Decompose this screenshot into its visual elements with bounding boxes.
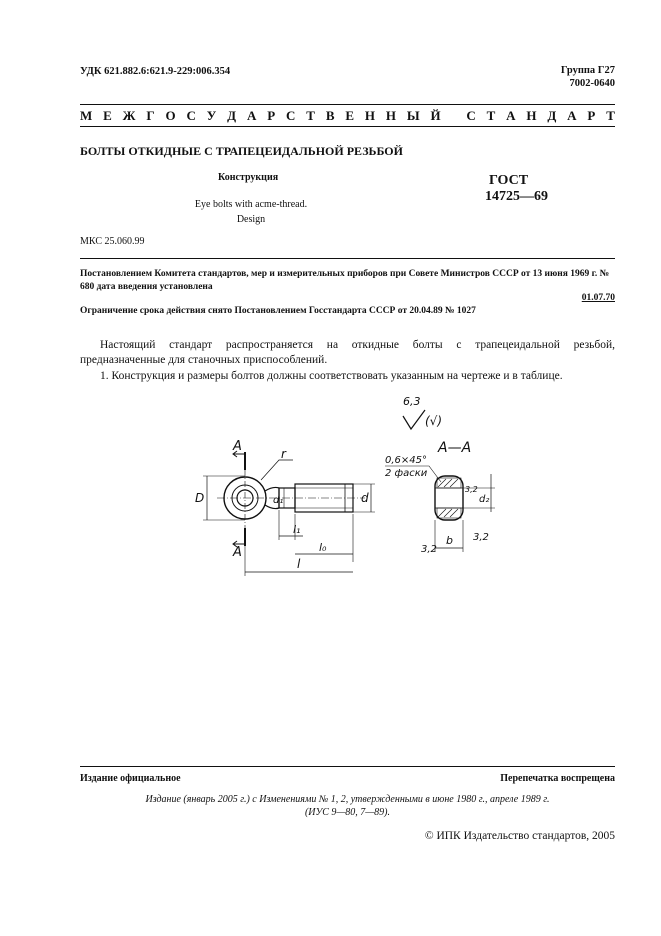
roughness-left: 3,2	[421, 544, 437, 555]
banner-letter: А	[567, 108, 577, 123]
banner-letter: Р	[587, 108, 596, 123]
mks-rule	[80, 258, 615, 259]
banner-letter: Т	[606, 108, 615, 123]
banner-letter: Е	[103, 108, 112, 123]
roughness-value: 6,3	[403, 395, 421, 408]
dim-l1-label: l₁	[293, 523, 301, 536]
group-line-2: 7002-0640	[569, 78, 615, 89]
header-rule-top	[80, 104, 615, 105]
banner-letter: У	[206, 108, 217, 123]
intro-paragraph: Настоящий стандарт распространяется на откидные болты с трапецеидальной резьбой, предназначенные для станочных приспособлений.	[80, 339, 615, 366]
gost-number	[485, 173, 548, 205]
dim-r-label: r	[281, 447, 286, 461]
gost-code: 14725—69	[485, 189, 548, 204]
group-code	[561, 64, 615, 90]
clause-1-paragraph: 1. Конструкция и размеры болтов должны соответствовать указанным на чертеже и в таблице.	[100, 370, 563, 382]
copyright-notice: © ИПК Издательство стандартов, 2005	[424, 830, 615, 842]
section-hatching	[438, 479, 458, 517]
introduction-date: 01.07.70	[581, 293, 615, 303]
dim-l0-label: l₀	[319, 541, 327, 554]
header-rule-bottom	[80, 126, 615, 127]
banner-letter: А	[246, 108, 257, 123]
english-title-line-1: Eye bolts with acme-thread.	[194, 199, 308, 210]
dim-b-label: b	[446, 534, 453, 547]
banner-letter: Ы	[406, 108, 420, 123]
group-line-1: Группа Г27	[560, 65, 615, 76]
banner-letter: Н	[364, 108, 376, 123]
banner-letter: Е	[345, 108, 355, 123]
chamfer-count: 2 фаски	[385, 468, 428, 479]
banner-letter: С	[186, 108, 196, 123]
english-title	[186, 197, 316, 227]
banner-letter: В	[325, 108, 335, 123]
roughness-symbol	[403, 410, 425, 429]
decree-text: Постановлением Комитета стандартов, мер и измерительных приборов при Совете Министров СССР от 13 июня 1969 г. № 680 дата введения установлена	[80, 269, 610, 292]
cut-label-top: А	[233, 439, 242, 454]
dim-d-label: d	[361, 491, 369, 505]
banner-letter: С	[286, 108, 296, 123]
banner-letter: Н	[385, 108, 396, 123]
banner-letter: Р	[267, 108, 276, 123]
footer-rule	[80, 766, 615, 767]
dim-d2-label: d₂	[479, 494, 490, 505]
standard-subtitle: Конструкция	[218, 172, 279, 183]
banner-letter: Д	[547, 108, 557, 123]
banner-letter: Д	[227, 108, 237, 123]
roughness-paren: (√)	[425, 414, 443, 428]
standard-title: БОЛТЫ ОТКИДНЫЕ С ТРАПЕЦЕИДАЛЬНОЙ РЕЗЬБОЙ	[80, 144, 403, 158]
limitation-note: Ограничение срока действия снято Постановлением Госстандарта СССР от 20.04.89 № 1027	[80, 306, 476, 316]
mks-code: МКС 25.060.99	[80, 236, 145, 247]
english-title-line-2: Design	[236, 214, 266, 225]
roughness-bore: 3,2	[465, 485, 478, 494]
cut-label-bottom: А	[233, 545, 242, 560]
banner-word-gap	[451, 108, 455, 124]
edition-note-line-1: Издание (январь 2005 г.) с Изменениями № 1, 2, утвержденными в июне 1980 г., апреле 1989 г.	[145, 794, 550, 805]
interstate-standard-banner	[80, 108, 615, 124]
edition-note-line-2: (ИУС 9—80, 7—89).	[304, 807, 391, 818]
gost-label: ГОСТ	[489, 173, 529, 188]
dim-l-label: l	[297, 557, 301, 571]
banner-letter: Н	[526, 108, 537, 123]
dim-d1-label: d₁	[273, 495, 284, 506]
banner-letter: Т	[486, 108, 496, 123]
banner-letter: Й	[430, 108, 441, 123]
section-body	[435, 476, 463, 520]
banner-letter: М	[80, 108, 93, 123]
chamfer-size: 0,6×45°	[385, 455, 428, 466]
section-label: А—А	[438, 440, 472, 456]
roughness-right: 3,2	[473, 532, 489, 543]
banner-letter: Ж	[122, 108, 136, 123]
udk-code: УДК 621.882.6:621.9-229:006.354	[80, 66, 231, 77]
official-edition: Издание официальное	[80, 773, 181, 784]
reprint-prohibited: Перепечатка воспрещена	[500, 773, 615, 784]
banner-letter: А	[506, 108, 516, 123]
dim-r-leader	[261, 460, 293, 480]
banner-letter: О	[165, 108, 176, 123]
banner-letter: Т	[306, 108, 315, 123]
dim-D-label: D	[195, 491, 205, 505]
edition-note	[80, 793, 615, 819]
bolt-drawing	[195, 390, 515, 580]
banner-letter: Г	[146, 108, 155, 123]
banner-letter: С	[466, 108, 476, 123]
